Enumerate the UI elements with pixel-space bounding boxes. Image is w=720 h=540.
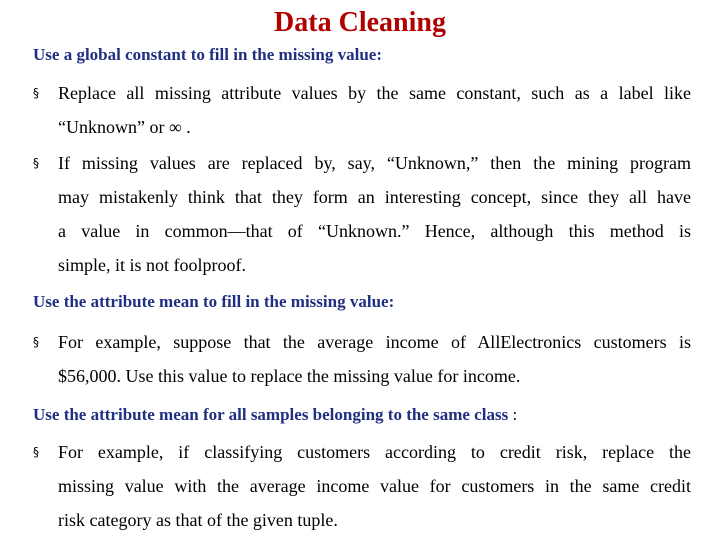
bullet-line: risk category as that of the given tuple. bbox=[58, 510, 338, 530]
section-heading-tail: : bbox=[508, 405, 518, 424]
bullet-line: $56,000. Use this value to replace the missing value for income. bbox=[58, 366, 521, 386]
bullet-line: “Unknown” or ∞ . bbox=[58, 117, 191, 137]
bullet-line: a value in common—that of “Unknown.” Hence, although this method is bbox=[58, 221, 691, 241]
bullet-line: may mistakenly think that they form an interesting concept, since they all have bbox=[58, 187, 691, 207]
bullet-marker: § bbox=[33, 445, 39, 459]
bullet-marker: § bbox=[33, 86, 39, 100]
section-heading-attribute-mean: Use the attribute mean to fill in the missing value: bbox=[33, 292, 395, 311]
bullet-line: For example, if classifying customers according to credit risk, replace the bbox=[58, 442, 691, 462]
bullet-marker: § bbox=[33, 335, 39, 349]
bullet-line: simple, it is not foolproof. bbox=[58, 255, 246, 275]
bullet-replace-constant bbox=[33, 76, 691, 144]
slide-title: Data Cleaning bbox=[274, 7, 446, 38]
section-heading-text: Use the attribute mean for all samples belonging to the same class bbox=[33, 405, 509, 424]
bullet-line: For example, suppose that the average income of AllElectronics customers is bbox=[58, 332, 691, 352]
bullet-unknown-risk bbox=[33, 146, 691, 282]
bullet-line: Replace all missing attribute values by the same constant, such as a label like bbox=[58, 83, 691, 103]
bullet-average-income bbox=[33, 325, 691, 393]
bullet-line: missing value with the average income value for customers in the same credit bbox=[58, 476, 691, 496]
section-heading-global-constant: Use a global constant to fill in the missing value: bbox=[33, 45, 382, 64]
bullet-line: If missing values are replaced by, say, “Unknown,” then the mining program bbox=[58, 153, 691, 173]
bullet-credit-risk bbox=[33, 435, 691, 537]
section-heading-class-mean bbox=[33, 404, 517, 426]
bullet-marker: § bbox=[33, 156, 39, 170]
